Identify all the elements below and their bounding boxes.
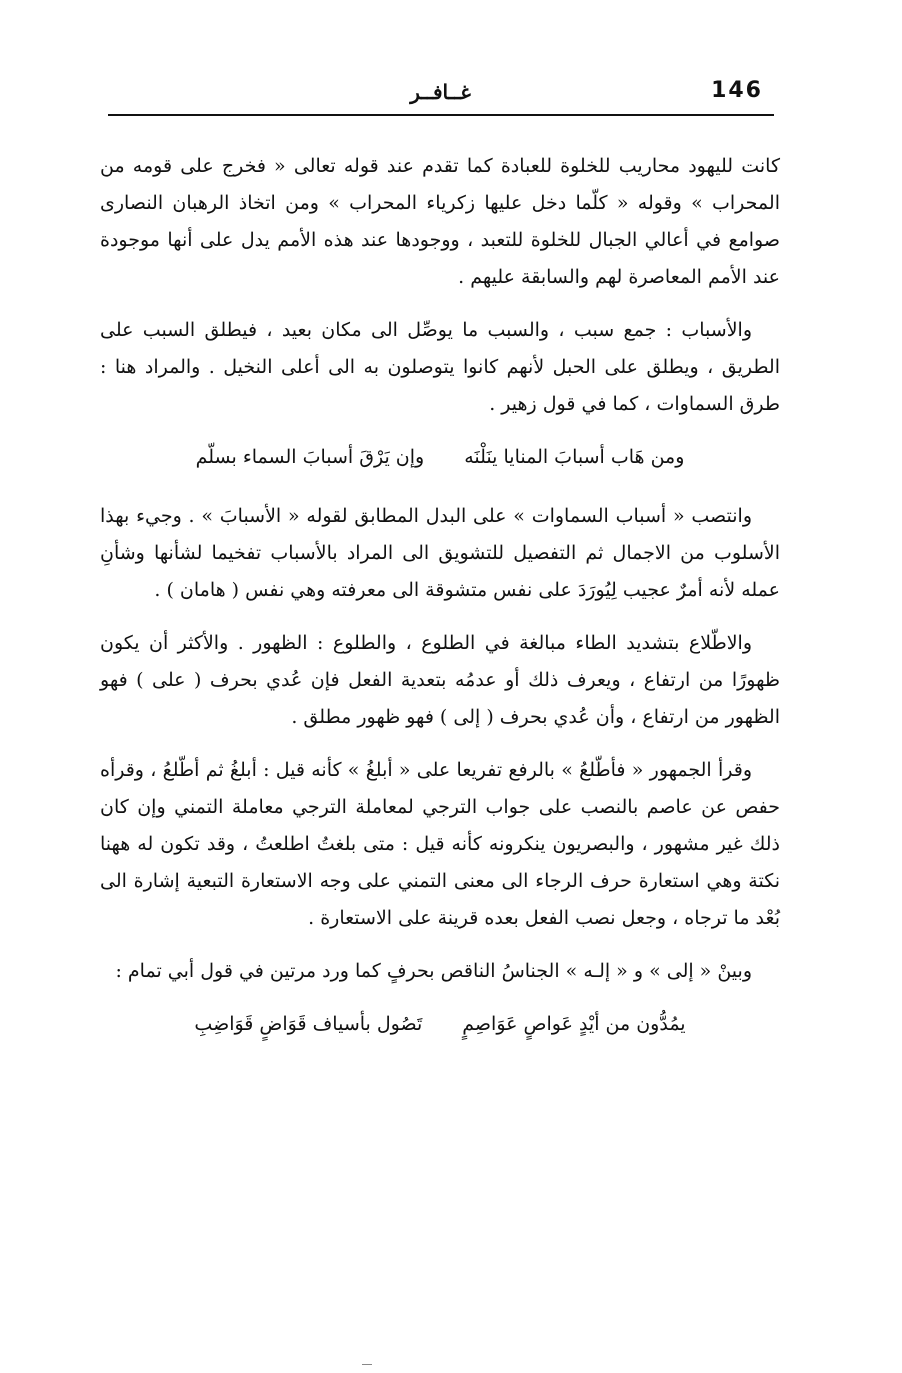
poetry-verse-2 (100, 1006, 780, 1043)
verse-2-second-hemistich: تَصُول بأسياف قَوَاضٍ قَوَاضِبِ (194, 1013, 423, 1035)
page-number: 146 (711, 78, 763, 103)
paragraph-4: والاطّلاع بتشديد الطاء مبالغة في الطلوع ، والطلوع : الظهور . والأكثر أن يكون ظهورًا من ارتفاع ، ويعرف ذلك أو عدمُه بتعدية الفعل فإن عُدي بحرف ( على ) فهو الظهور من ارتفاع ، وأن عُدي بحرف ( إلى ) فهو ظهور مطلق . (100, 632, 780, 728)
verse-1-first-hemistich: ومن هَاب أسبابَ المنايا ينَلْنَه (464, 446, 685, 468)
paragraph-2: والأسباب : جمع سبب ، والسبب ما يوصِّل الى مكان بعيد ، فيطلق السبب على الطريق ، ويطلق على الحبل لأنهم كانوا يتوصلون به الى أعلى النخيل . والمراد هنا : طرق السماوات ، كما في قول زهير . (100, 319, 780, 415)
poetry-verse-1 (100, 439, 780, 476)
verse-1-second-hemistich: وإن يَرْقَ أسبابَ السماء بسلّم (195, 446, 425, 468)
page-header (108, 72, 773, 112)
paragraph-1: كانت لليهود محاريب للخلوة للعبادة كما تقدم عند قوله تعالى « فخرج على قومه من المحراب » وقوله « كلّما دخل عليها زكرياء المحراب » ومن اتخاذ الرهبان النصارى صوامع في أعالي الجبال للخلوة للتعبد ، ووجودها عند هذه الأمم يدل على أنها موجودة عند الأمم المعاصرة لهم والسابقة عليهم . (100, 155, 780, 288)
footer-mark (362, 1364, 372, 1365)
verse-2-first-hemistich: يمُدُّون من أيْدٍ عَواصٍ عَوَاصِمٍ (462, 1013, 686, 1035)
paragraph-5: وقرأ الجمهور « فأطّلعُ » بالرفع تفريعا على « أبلغُ » كأنه قيل : أبلغُ ثم أطّلعُ ، وقرأه حفص عن عاصم بالنصب على جواب الترجي لمعاملة الترجي معاملة التمني وإن كان ذلك غير مشهور ، والبصريون ينكرونه كأنه قيل : متى بلغتُ اطلعتُ ، وقد تكون له ههنا نكتة وهي استعارة حرف الرجاء الى معنى التمني على وجه الاستعارة التبعية إشارة الى بُعْد ما ترجاه ، وجعل نصب الفعل بعده قرينة على الاستعارة . (100, 759, 780, 929)
page-body (100, 148, 780, 1065)
paragraph-6: وبينْ « إلى » و « إلـه » الجناسُ الناقص بحرفٍ كما ورد مرتين في قول أبي تمام : (115, 960, 752, 982)
paragraph-3: وانتصب « أسباب السماوات » على البدل المطابق لقوله « الأسبابَ » . وجيء بهذا الأسلوب من الاجمال ثم التفصيل للتشويق الى المراد بالأسباب تفخيما لشأنها وشأنِ عمله لأنه أمرٌ عجيب لِيُورَدَ على نفس متشوقة الى معرفته وهي نفس ( هامان ) . (100, 505, 780, 601)
running-title: غــافــر (410, 80, 471, 104)
header-divider (108, 114, 774, 116)
